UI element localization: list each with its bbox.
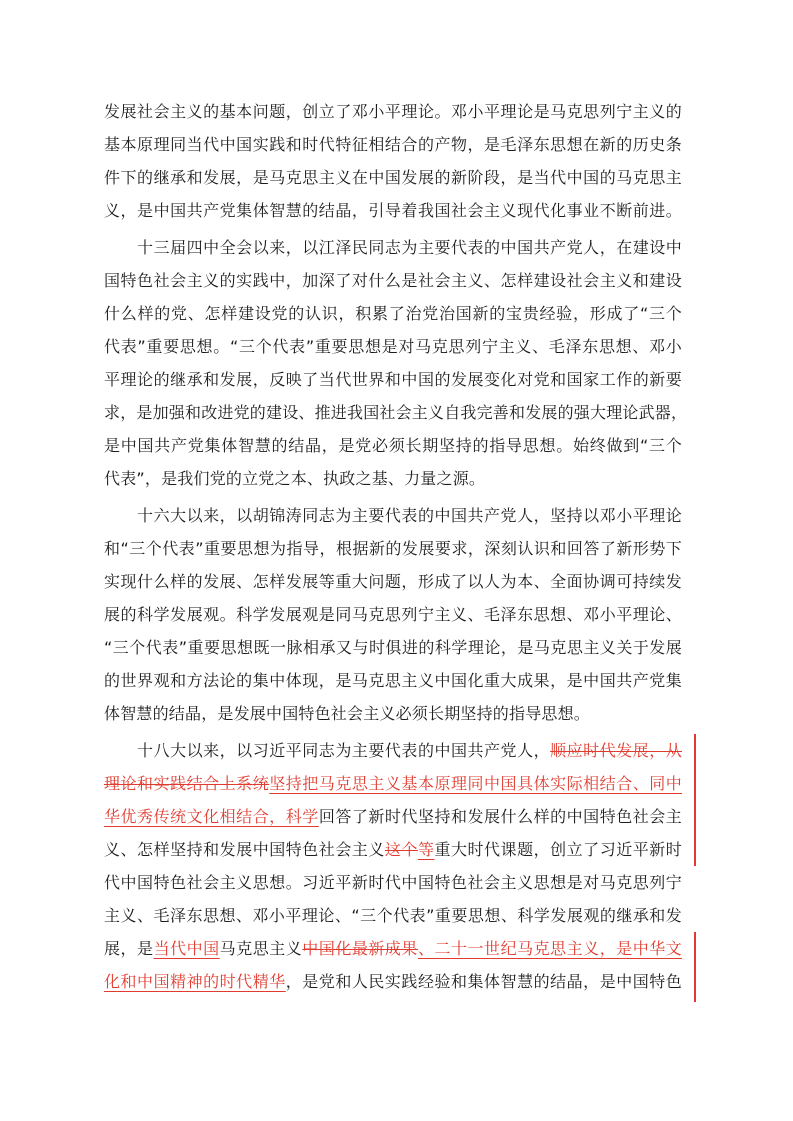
text-line[interactable] xyxy=(104,231,682,264)
text-run-normal: 代中国特色社会主义思想。习近平新时代中国特色社会主义思想是对马克思列宁 xyxy=(104,873,682,892)
text-line[interactable] xyxy=(104,598,682,631)
text-line[interactable] xyxy=(104,532,682,565)
text-line[interactable] xyxy=(104,297,682,330)
text-run-deleted: 理论和实践结合上系统 xyxy=(104,774,270,793)
text-run-normal: 基本原理同当代中国实践和时代特征相结合的产物，是毛泽东思想在新的历史条 xyxy=(104,135,682,154)
text-line[interactable] xyxy=(104,194,682,227)
text-run-inserted: 、二十一世纪马克思主义，是中华文 xyxy=(417,939,682,958)
text-line[interactable] xyxy=(104,965,682,998)
text-run-normal: 展的科学发展观。科学发展观是同马克思列宁主义、毛泽东思想、邓小平理论、 xyxy=(104,605,682,624)
text-run-deleted: 顺应时代发展，从 xyxy=(550,741,682,760)
text-run-inserted: 坚持把马克思主义基本原理同中国具体实际相结合、同中 xyxy=(269,774,682,793)
text-run-deleted: 这个 xyxy=(384,840,418,859)
tracked-change-bar xyxy=(694,932,696,1002)
text-run-normal: 义，是中国共产党集体智慧的结晶，引导着我国社会主义现代化事业不断前进。 xyxy=(104,201,682,220)
para-deng-xiaoping-theory xyxy=(104,95,682,227)
text-run-normal: 代表”重要思想。“三个代表”重要思想是对马克思列宁主义、毛泽东思想、邓小 xyxy=(104,337,682,356)
text-line[interactable] xyxy=(104,767,682,800)
text-run-inserted: 华优秀传统文化相结合，科学 xyxy=(104,807,319,826)
text-line[interactable] xyxy=(104,899,682,932)
text-run-normal: 十八大以来，以习近平同志为主要代表的中国共产党人， xyxy=(104,741,551,760)
text-run-normal: 主义、毛泽东思想、邓小平理论、“三个代表”重要思想、科学发展观的继承和发 xyxy=(104,906,682,925)
text-run-normal: 什么样的党、怎样建设党的认识，积累了治党治国新的宝贵经验，形成了“三个 xyxy=(104,304,682,323)
text-run-inserted: 等 xyxy=(417,840,435,859)
tracked-change-bar xyxy=(694,734,696,866)
text-line[interactable] xyxy=(104,330,682,363)
text-run-normal: 十六大以来，以胡锦涛同志为主要代表的中国共产党人，坚持以邓小平理论 xyxy=(104,506,682,525)
text-line[interactable] xyxy=(104,800,682,833)
text-line[interactable] xyxy=(104,363,682,396)
text-run-normal: 代表”，是我们党的立党之本、执政之基、力量之源。 xyxy=(104,469,486,488)
text-line[interactable] xyxy=(104,499,682,532)
text-line[interactable] xyxy=(104,128,682,161)
text-run-normal: 义、怎样坚持和发展中国特色社会主义 xyxy=(104,840,385,859)
text-run-normal: 和“三个代表”重要思想为指导，根据新的发展要求，深刻认识和回答了新形势下 xyxy=(104,539,682,558)
text-run-normal: 体智慧的结晶，是发展中国特色社会主义必须长期坚持的指导思想。 xyxy=(104,704,591,723)
text-run-normal: 发展社会主义的基本问题，创立了邓小平理论。邓小平理论是马克思列宁主义的 xyxy=(104,102,682,121)
text-line[interactable] xyxy=(104,95,682,128)
text-line[interactable] xyxy=(104,631,682,664)
text-line[interactable] xyxy=(104,396,688,429)
text-run-normal: 是中国共产党集体智慧的结晶，是党必须长期坚持的指导思想。始终做到“三个 xyxy=(104,436,682,455)
text-run-normal: 实现什么样的发展、怎样发展等重大问题，形成了以人为本、全面协调可持续发 xyxy=(104,572,682,591)
text-run-normal: 件下的继承和发展，是马克思主义在中国发展的新阶段，是当代中国的马克思主 xyxy=(104,168,682,187)
text-run-normal: ，是党和人民实践经验和集体智慧的结晶，是中国特色 xyxy=(285,972,682,991)
text-line[interactable] xyxy=(104,697,682,730)
text-run-inserted: 当代中国 xyxy=(153,939,220,958)
text-run-deleted: 中国化最新成果 xyxy=(302,939,418,958)
text-line[interactable] xyxy=(104,664,682,697)
text-line[interactable] xyxy=(104,264,682,297)
text-line[interactable] xyxy=(104,161,682,194)
para-scientific-outlook-on-development xyxy=(104,499,682,730)
text-run-inserted: 化和中国精神的时代精华 xyxy=(104,972,286,991)
text-run-normal: 十三届四中全会以来，以江泽民同志为主要代表的中国共产党人，在建设中 xyxy=(104,238,682,257)
para-xi-jinping-thought xyxy=(104,734,682,998)
para-three-represents xyxy=(104,231,688,495)
document-body xyxy=(104,95,688,998)
text-line[interactable] xyxy=(104,833,682,866)
text-run-normal: 求，是加强和改进党的建设、推进我国社会主义自我完善和发展的强大理论武器， xyxy=(104,403,688,422)
text-run-normal: 重大时代课题，创立了习近平新时 xyxy=(434,840,682,859)
text-line[interactable] xyxy=(104,932,682,965)
text-line[interactable] xyxy=(104,734,682,767)
text-run-normal: 国特色社会主义的实践中，加深了对什么是社会主义、怎样建设社会主义和建设 xyxy=(104,271,682,290)
text-run-normal: 平理论的继承和发展，反映了当代世界和中国的发展变化对党和国家工作的新要 xyxy=(104,370,682,389)
text-line[interactable] xyxy=(104,866,682,899)
text-line[interactable] xyxy=(104,462,682,495)
text-run-normal: 展，是 xyxy=(104,939,154,958)
text-line[interactable] xyxy=(104,565,682,598)
text-run-normal: 回答了新时代坚持和发展什么样的中国特色社会主 xyxy=(318,807,682,826)
text-run-normal: 的世界观和方法论的集中体现，是马克思主义中国化重大成果，是中国共产党集 xyxy=(104,671,682,690)
text-line[interactable] xyxy=(104,429,682,462)
text-run-normal: “三个代表”重要思想既一脉相承又与时俱进的科学理论，是马克思主义关于发展 xyxy=(104,638,682,657)
text-run-normal: 马克思主义 xyxy=(219,939,303,958)
